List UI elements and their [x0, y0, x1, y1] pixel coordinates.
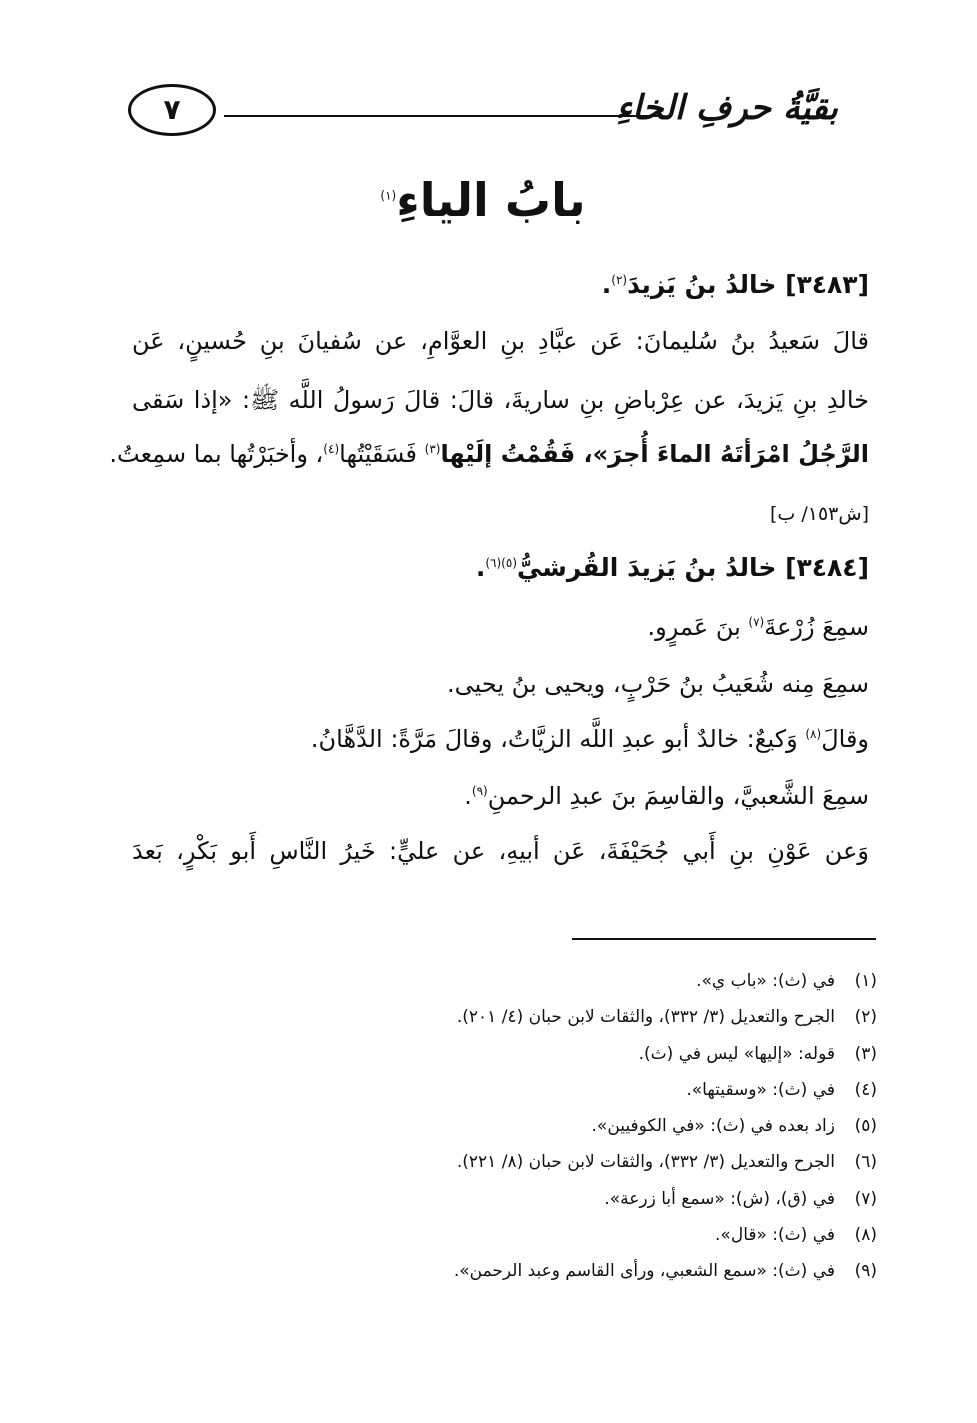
text-line [109, 432, 869, 476]
footnote-text: في (ث): «باب ي». [696, 971, 835, 991]
text-segment: بنَ عَمرٍو. [647, 613, 749, 641]
text-segment: وقالَ [821, 725, 869, 753]
footnote-number: (٦) [854, 1152, 877, 1173]
text-line: وَعن عَوْنِ بنِ أَبي جُحَيْفَةَ، عَن أبيهِ، عن عليٍّ: خَيرُ النَّاسِ أَبو بَكْرٍ، بَعدَ [132, 837, 869, 865]
footnote [128, 1217, 877, 1253]
footnote-rule [572, 938, 876, 940]
footnote [128, 1253, 877, 1289]
entry-heading [476, 546, 869, 590]
footnote [128, 1181, 877, 1217]
text-segment: ، وأخبَرْتُها بما سمِعتُ. [109, 440, 324, 468]
page-number-frame [128, 84, 216, 136]
footnote-text: الجرح والتعديل (٣/ ٣٣٢)، والثقات لابن حبان (٤/ ٢٠١). [456, 1007, 835, 1028]
footnote-number: (١) [854, 971, 877, 991]
text-segment: فَسَقَيْتُها [339, 440, 425, 468]
footnote-number: (٧) [854, 1188, 877, 1209]
footnote-text: زاد بعده في (ث): «في الكوفيين». [591, 1116, 835, 1137]
footnote-ref: (٩) [471, 784, 488, 798]
hadith-text: الرَّجُلُ امْرَأتَهُ الماءَ أُجرَ»، فَقُمْتُ إلَيْها [440, 440, 869, 468]
footnote-text: الجرح والتعديل (٣/ ٣٣٢)، والثقات لابن حبان (٨/ ٢٢١). [456, 1152, 835, 1173]
entry-heading-end: . [475, 553, 486, 582]
footnote-ref: (٣) [424, 442, 441, 456]
entry-heading-end: . [601, 270, 612, 299]
footnote-text: في (ث): «قال». [715, 1225, 835, 1246]
footnote-ref: (٤) [323, 442, 340, 456]
text-line [311, 717, 869, 761]
chapter-heading [128, 160, 838, 240]
footnote-text: في (ث): «سمع الشعبي، ورأى القاسم وعبد الرحمن». [453, 1261, 835, 1282]
chapter-title: بابُ الياءِ [396, 173, 586, 227]
footnote-text: قوله: «إليها» ليس في (ث). [638, 1043, 835, 1064]
footnote [128, 1036, 877, 1072]
entry-heading-text: [٣٤٨٤] خالدُ بنُ يَزيدَ القُرشيُّ [517, 553, 869, 582]
text-line [648, 605, 869, 649]
footnote-ref: (٧) [748, 615, 765, 629]
text-segment: سمِعَ الشَّعبيَّ، والقاسِمَ بنَ عبدِ الرحمنِ [487, 782, 869, 810]
text-line: قالَ سَعيدُ بنُ سُليمانَ: عَن عبَّادِ بنِ العوَّامِ، عن سُفيانَ بنِ حُسينٍ، عَن [132, 327, 869, 355]
running-header [128, 84, 838, 140]
footnotes [128, 963, 877, 1290]
footnote [128, 1072, 877, 1108]
footnote-number: (٥) [854, 1116, 877, 1137]
footnote-number: (٨) [854, 1225, 877, 1246]
text-segment: وَكيعٌ: خالدٌ أبو عبدِ اللَّه الزيَّاتُ، وقالَ مَرَّةً: الدَّهَّانُ. [310, 725, 806, 753]
page-number: ٧ [163, 93, 181, 126]
entry-heading-text: [٣٤٨٣] خالدُ بنُ يَزيدَ [627, 270, 869, 299]
footnote-text: في (ث): «وسقيتها». [686, 1079, 835, 1100]
text-line [464, 774, 869, 818]
footnote-number: (٩) [854, 1261, 877, 1282]
footnote [128, 999, 877, 1035]
footnote-number: (٢) [854, 1007, 877, 1028]
text-line: خالدِ بنِ يَزيدَ، عن عِرْباضِ بنِ ساريةَ، قالَ: قالَ رَسولُ اللَّه ﷺ: «إذا سَقى [132, 386, 869, 414]
folio-marker: [ش١٥٣/ ب] [770, 503, 869, 525]
text-segment: سمِعَ زُرْعةَ [764, 613, 869, 641]
footnote-ref: (٥)(٦) [485, 556, 517, 570]
footnote-ref: (٢) [611, 273, 628, 287]
footnote [128, 1108, 877, 1144]
footnote-number: (٤) [854, 1079, 877, 1100]
footnote-text: في (ق)، (ش): «سمع أبا زرعة». [604, 1188, 835, 1209]
header-rule [224, 115, 660, 117]
footnote-ref: (١) [380, 188, 397, 203]
footnote-number: (٣) [854, 1043, 877, 1064]
entry-heading [602, 263, 869, 307]
footnote [128, 963, 877, 999]
footnote-ref: (٨) [805, 727, 822, 741]
text-segment: . [464, 782, 472, 810]
text-line: سمِعَ مِنه شُعَيبُ بنُ حَرْبٍ، ويحيى بنُ يحيى. [447, 670, 869, 698]
running-title: بقيَّةُ حرفِ الخاءِ [616, 88, 838, 128]
footnote [128, 1144, 877, 1180]
